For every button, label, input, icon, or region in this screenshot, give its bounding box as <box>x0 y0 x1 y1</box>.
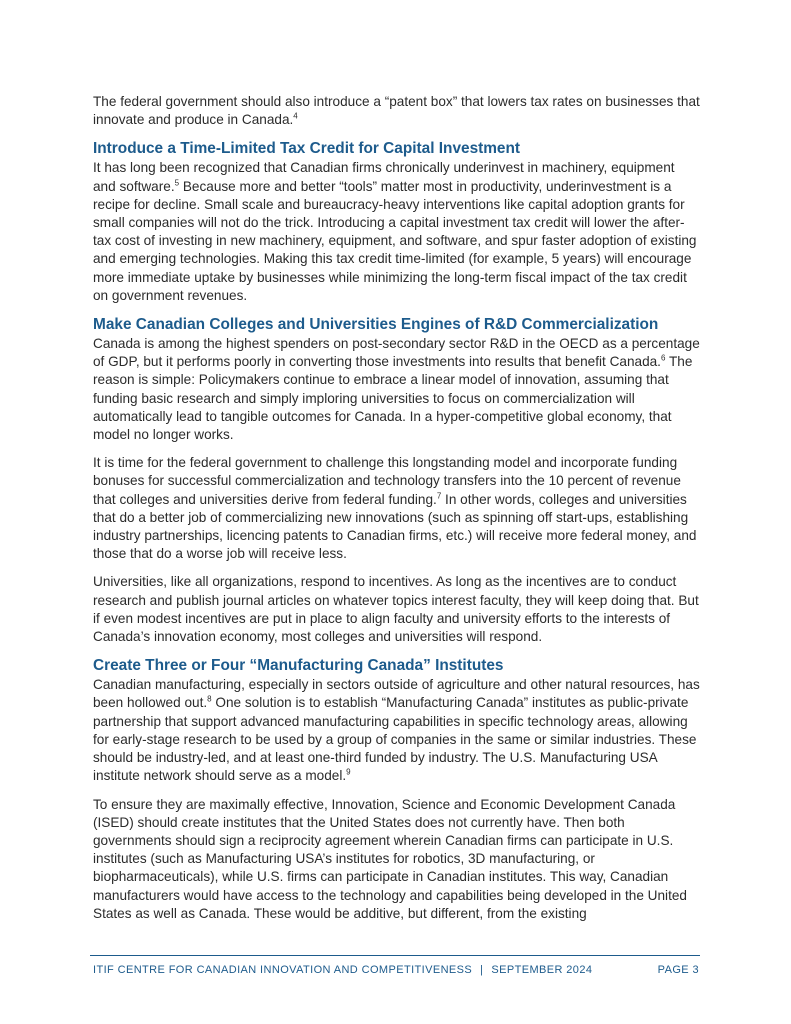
footer-page-number: PAGE 3 <box>657 964 699 976</box>
paragraph-incentives: Universities, like all organizations, respond to incentives. As long as the incentives are to conduct research and publish journal articles on whatever topics interest faculty, they will keep doing that. But if even modest incentives are put in place to align faculty and university efforts to the interests of Canada’s innovation economy, most colleges and universities will respond. <box>93 574 699 645</box>
page-footer <box>93 964 699 976</box>
heading-commercialization: Make Canadian Colleges and Universities Engines of R&D Commercialization <box>93 316 659 334</box>
footnote-ref[interactable]: 6 <box>660 353 666 363</box>
footnote-ref[interactable]: 8 <box>207 694 212 704</box>
footer-divider <box>90 955 700 956</box>
footnote-ref[interactable]: 4 <box>293 111 298 121</box>
paragraph-manufacturing: Canadian manufacturing, especially in sectors outside of agriculture and other natural resources, has been hollowed out.$^8$ One solution is to establish “Manufacturing Canada” institutes as public-private partnership that support advanced manufacturing capabilities in specific technology areas, allowing for early-stage research to be used by a group of companies in the same or similar industries. These should be industry-led, and at least one-third funded by industry. The U.S. Manufacturing USA institute network should serve as a model.$^9$ <box>93 677 700 784</box>
body-content <box>93 93 701 933</box>
paragraph-tax-credit: It has long been recognized that Canadian firms chronically underinvest in machinery, equipment and software.$^5$ Because more and better “tools” matter most in productivity, underinvestment is a recipe for decline. Small scale and bureaucracy-heavy interventions like capital adoption grants for small companies will not do the trick. Introducing a capital investment tax credit will lower the after-tax cost of investing in new machinery, equipment, and software, and spur faster adoption of existing and emerging technologies. Making this tax credit time-limited (for example, 5 years) will encourage more immediate uptake by businesses while minimizing the long-term fiscal impact of the tax credit on government revenues. <box>93 160 697 303</box>
paragraph-rd-spending: Canada is among the highest spenders on post-secondary sector R&D in the OECD as a percentage of GDP, but it performs poorly in converting those investments into results that benefit Canada.$^6$ The reason is simple: Policymakers continue to embrace a linear model of innovation, assuming that funding basic research and simply imploring universities to focus on commercialization will automatically lead to tangible outcomes for Canada. In a hyper-competitive global economy, that model no longer works. <box>93 336 700 443</box>
paragraph-patent-box: The federal government should also introduce a “patent box” that lowers tax rates on businesses that innovate and produce in Canada.$^4$ <box>93 94 700 128</box>
paragraph-reciprocity: To ensure they are maximally effective, Innovation, Science and Economic Development Canada (ISED) should create institutes that the United States does not currently have. Then both governments should sign a reciprocity agreement wherein Canadian firms can participate in U.S. institutes (such as Manufacturing USA’s institutes for robotics, 3D manufacturing, or biopharmaceuticals), while U.S. firms can participate in Canadian institutes. This way, Canadian manufacturers would have access to the technology and capabilities being developed in the United States as well as Canada. These would be additive, but different, from the existing <box>93 796 687 921</box>
footnote-ref[interactable]: 5 <box>174 178 180 188</box>
footer-org-date: ITIF CENTRE FOR CANADIAN INNOVATION AND COMPETITIVENESS | SEPTEMBER 2024 <box>93 964 593 976</box>
paragraph-funding-bonuses: It is time for the federal government to challenge this longstanding model and incorporate funding bonuses for successful commercialization and technology transfers into the 10 percent of revenue that colleges and universities derive from federal funding.$^7$ In other words, colleges and universities that do a better job of commercializing new innovations (such as spinning off start-ups, establishing industry partnerships, licencing patents to Canadian firms, etc.) will receive more federal money, and those that do a worse job will receive less. <box>93 455 697 562</box>
heading-tax-credit: Introduce a Time-Limited Tax Credit for Capital Investment <box>93 140 521 158</box>
footnote-ref[interactable]: 7 <box>436 491 442 501</box>
heading-manufacturing-institutes: Create Three or Four “Manufacturing Canada” Institutes <box>93 657 504 675</box>
footnote-ref[interactable]: 9 <box>346 767 351 777</box>
